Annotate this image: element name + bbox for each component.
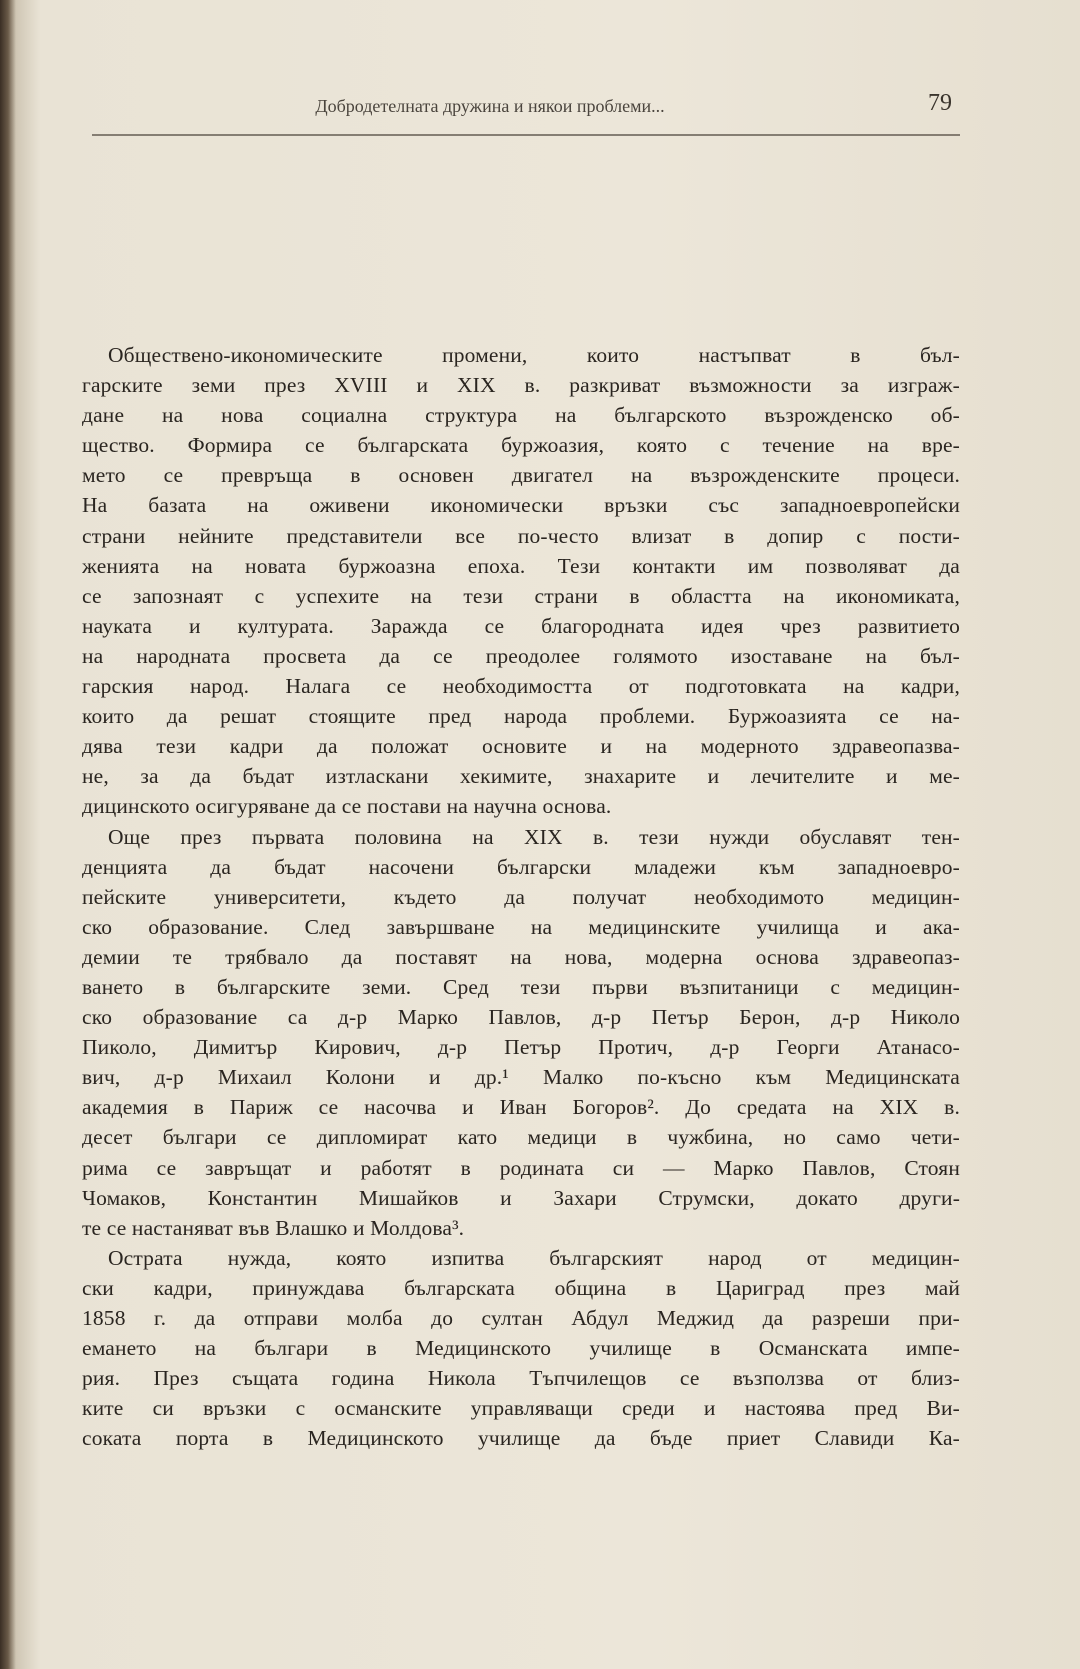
body-text bbox=[82, 340, 960, 1453]
text-line: дява тези кадри да положат основите и на модерното здравеопазва- bbox=[82, 734, 960, 759]
text-line: страни нейните представители все по-често влизат в допир с пости- bbox=[82, 523, 960, 548]
text-line: се запознаят с успехите на тези страни в областта на икономиката, bbox=[82, 583, 960, 608]
running-head bbox=[90, 90, 960, 124]
text-line: Пиколо, Димитър Кирович, д-р Петър Протич, д-р Георги Атанасо- bbox=[82, 1035, 960, 1060]
text-line: науката и културата. Заражда се благородната идея чрез развитието bbox=[82, 613, 960, 638]
text-line: гарските земи през XVIII и XIX в. разкриват възможности за изграж- bbox=[82, 373, 960, 398]
text-line: ването в българските земи. Сред тези първи възпитаници с медицин- bbox=[82, 974, 960, 999]
text-line: ско образование са д-р Марко Павлов, д-р Петър Берон, д-р Николо bbox=[82, 1005, 960, 1030]
text-line: женията на новата буржоазна епоха. Тези контакти им позволяват да bbox=[82, 553, 960, 578]
running-head-title: Добродетелната дружина и някои проблеми... bbox=[315, 96, 665, 116]
text-line: ките си връзки с османските управляващи среди и настоява пред Ви- bbox=[82, 1396, 960, 1421]
text-line: академия в Париж се насочва и Иван Богоров². До средата на XIX в. bbox=[82, 1095, 960, 1120]
text-line: Обществено-икономическите промени, които настъпват в бъл- bbox=[108, 343, 960, 367]
text-line: които да решат стоящите пред народа проблеми. Буржоазията се на- bbox=[82, 704, 960, 729]
text-line: Острата нужда, която изпитва българският народ от медицин- bbox=[108, 1245, 960, 1270]
text-line: емането на българи в Медицинското училище в Османската импе- bbox=[82, 1336, 960, 1361]
text-line: Още през първата половина на XIX в. тези нужди обуславят тен- bbox=[108, 824, 960, 849]
text-line: те се настаняват във Влашко и Молдова³. bbox=[82, 1215, 465, 1240]
text-line: десет българи се дипломират като медици в чужбина, но само чети- bbox=[82, 1125, 960, 1150]
paragraph bbox=[82, 340, 960, 822]
text-line: соката порта в Медицинското училище да бъде приет Славиди Ка- bbox=[82, 1426, 960, 1451]
text-line: вич, д-р Михаил Колони и др.¹ Малко по-късно към Медицинската bbox=[82, 1065, 960, 1090]
text-line: рима се завръщат и работят в родината си — Марко Павлов, Стоян bbox=[82, 1155, 960, 1180]
text-line: дицинското осигуряване да се постави на научна основа. bbox=[82, 794, 612, 819]
text-line: пейските университети, където да получат необходимото медицин- bbox=[82, 884, 960, 909]
text-line: ски кадри, принуждава българската община в Цариград през май bbox=[82, 1275, 960, 1300]
text-line: Чомаков, Константин Мишайков и Захари Струмски, докато други- bbox=[82, 1185, 960, 1210]
text-line: ско образование. След завършване на медицинските училища и ака- bbox=[82, 914, 960, 939]
paragraph bbox=[82, 822, 960, 1243]
text-line: денцията да бъдат насочени български младежи към западноевро- bbox=[82, 854, 960, 879]
page-number: 79 bbox=[928, 90, 952, 116]
header-rule bbox=[92, 134, 960, 136]
paragraph bbox=[82, 1243, 960, 1454]
text-line: 1858 г. да отправи молба до султан Абдул Меджид да разреши при- bbox=[82, 1306, 960, 1330]
text-line: демии те трябвало да поставят на нова, модерна основа здравеопаз- bbox=[82, 944, 960, 969]
text-line: На базата на оживени икономически връзки със западноевропейски bbox=[82, 493, 960, 518]
text-line: не, за да бъдат изтласкани хекимите, знахарите и лечителите и ме- bbox=[82, 764, 960, 789]
text-line: дане на нова социална структура на българското възрожденско об- bbox=[82, 403, 960, 428]
text-line: гарския народ. Налага се необходимостта от подготовката на кадри, bbox=[82, 674, 960, 699]
text-line: рия. През същата година Никола Тъпчилещов се възползва от близ- bbox=[82, 1366, 960, 1391]
text-line: щество. Формира се българската буржоазия, която с течение на вре- bbox=[82, 433, 960, 458]
text-line: мето се превръща в основен двигател на възрожденските процеси. bbox=[82, 463, 960, 488]
text-line: на народната просвета да се преодолее голямото изоставане на бъл- bbox=[82, 643, 960, 668]
